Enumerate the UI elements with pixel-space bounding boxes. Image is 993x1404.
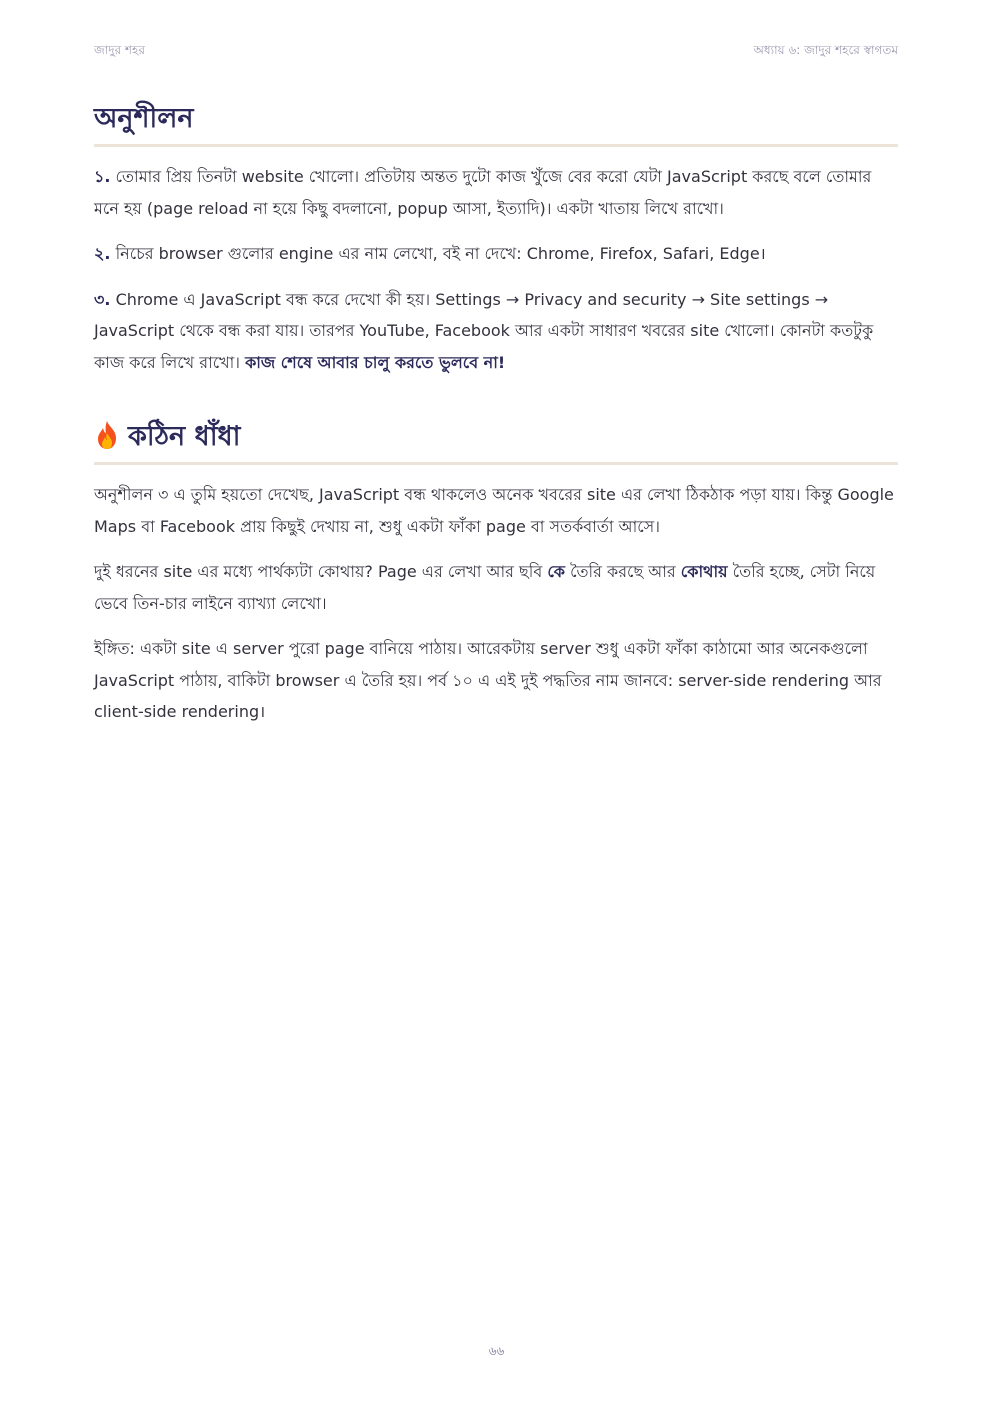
puzzle-emphasis-who: কে [547, 562, 565, 581]
puzzle-heading [94, 418, 898, 465]
exercise-item-3 [94, 284, 898, 379]
exercises-heading: অনুশীলন [94, 100, 898, 147]
exercise-number: ৩. [94, 289, 111, 309]
puzzle-paragraph-1: অনুশীলন ৩ এ তুমি হয়তো দেখেছ, JavaScript বন্ধ থাকলেও অনেক খবরের site এর লেখা ঠিকঠাক পড়া যায়। কিন্তু Google Maps বা Facebook প্রায় কিছুই দেখায় না, শুধু একটা ফাঁকা page বা সতর্কবার্তা আসে। [94, 485, 894, 536]
puzzle-text: দুই ধরনের site এর মধ্যে পার্থক্যটা কোথায়? Page এর লেখা আর ছবি [94, 562, 548, 581]
exercise-text: তোমার প্রিয় তিনটা website খোলো। প্রতিটায় অন্তত দুটো কাজ খুঁজে বের করো যেটা JavaScript করছে বলে তোমার মনে হয় (page reload না হয়ে কিছু বদলানো, popup আসা, ইত্যাদি)। একটা খাতায় লিখে রাখো। [94, 167, 872, 218]
exercise-text: নিচের browser গুলোর engine এর নাম লেখো, বই না দেখে: Chrome, Firefox, Safari, Edge। [110, 244, 766, 263]
exercise-item-2 [94, 238, 898, 270]
puzzle-paragraph-2 [94, 556, 898, 619]
puzzle-emphasis-where: কোথায় [680, 562, 728, 581]
chapter-title: অধ্যায় ৬: জাদুর শহরে স্বাগতম [753, 43, 898, 57]
running-header [94, 42, 898, 62]
puzzle-text: তৈরি হচ্ছে, সেটা নিয়ে ভেবে তিন-চার লাইনে ব্যাখ্যা লেখো। [94, 562, 876, 613]
puzzle-text: তৈরি করছে আর [565, 562, 681, 581]
book-title: জাদুর শহর [94, 43, 145, 57]
exercise-text: Chrome এ JavaScript বন্ধ করে দেখো কী হয়। Settings → Privacy and security → Site settings → JavaScript থেকে বন্ধ করা যায়। তারপর YouTube, Facebook আর একটা সাধারণ খবরের site খোলো। কোনটা কতটুকু কাজ করে লিখে রাখো। [94, 289, 874, 372]
puzzle-title: কঠিন ধাঁধা [128, 421, 241, 452]
fire-icon [94, 420, 120, 450]
page-number: ৬৬ [488, 1344, 505, 1358]
exercise-item-1 [94, 161, 898, 224]
page-content [94, 100, 898, 728]
exercise-number: ১. [94, 167, 111, 186]
exercise-number: ২. [94, 244, 111, 263]
exercise-emphasis: কাজ শেষে আবার চালু করতে ভুলবে না! [245, 352, 506, 372]
puzzle-hint: ইঙ্গিত: একটা site এ server পুরো page বানিয়ে পাঠায়। আরেকটায় server শুধু একটা ফাঁকা কাঠামো আর অনেকগুলো JavaScript পাঠায়, বাকিটা browser এ তৈরি হয়। পর্ব ১০ এ এই দুই পদ্ধতির নাম জানবে: server-side rendering আর client-side rendering। [94, 639, 882, 721]
